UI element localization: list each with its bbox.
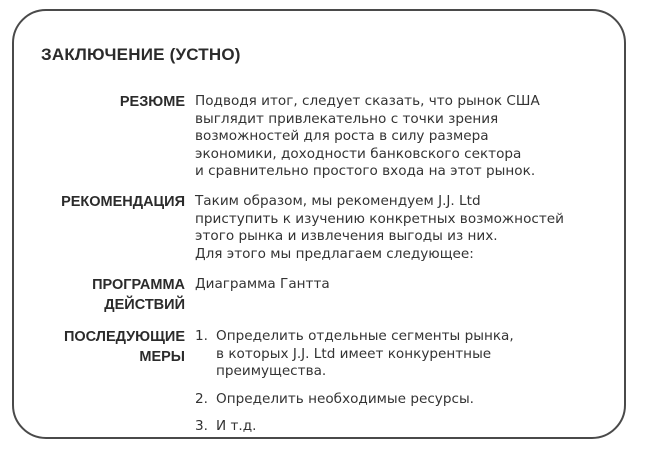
next-steps-list [195,328,514,446]
summary-text [195,93,540,181]
program-label-line: ДЕЙСТВИЙ [104,297,185,313]
recommendation-line: этого рынка и извлечения выгоды из них. [195,228,498,244]
program-text [195,276,330,294]
summary-line: Подводя итог, следует сказать, что рынок США [195,93,540,109]
program-label [92,275,185,315]
summary-line: возможностей для роста в силу размера [195,128,489,144]
list-number: 3. [195,418,208,434]
slide-title: ЗАКЛЮЧЕНИЕ (УСТНО) [41,45,241,64]
next-steps-label-line: МЕРЫ [139,349,185,365]
summary-line: экономики, доходности банковского сектора [195,145,522,162]
program-label-line: ПРОГРАММА [92,277,185,293]
next-steps-label [64,327,185,367]
summary-line: и сравнительно простого входа на этот рынок. [195,163,536,179]
recommendation-line: приступить к изучению конкретных возможностей [195,210,564,227]
list-item-line: в которых J.J. Ltd имеет конкурентные [216,345,492,362]
recommendation-label: РЕКОМЕНДАЦИЯ [61,194,185,210]
list-item [195,328,514,381]
next-steps-label-line: ПОСЛЕДУЮЩИЕ [63,329,185,345]
summary-line: выглядит привлекательно с точки зрения [195,110,499,127]
list-item-line: Определить необходимые ресурсы. [216,390,475,407]
recommendation-text [195,193,564,263]
summary-label: РЕЗЮМЕ [119,94,185,110]
list-item-line: И т.д. [216,418,257,434]
gantt-chart-text: Диаграмма Гантта [195,276,330,292]
list-number: 2. [195,390,208,407]
recommendation-line: Таким образом, мы рекомендуем J.J. Ltd [195,193,481,209]
list-item [195,418,514,436]
list-number: 1. [195,328,208,344]
list-item [195,391,514,409]
list-item-line: преимущества. [216,363,327,379]
list-item-line: Определить отдельные сегменты рынка, [216,328,514,344]
recommendation-line: Для этого мы предлагаем следующее: [195,245,474,262]
